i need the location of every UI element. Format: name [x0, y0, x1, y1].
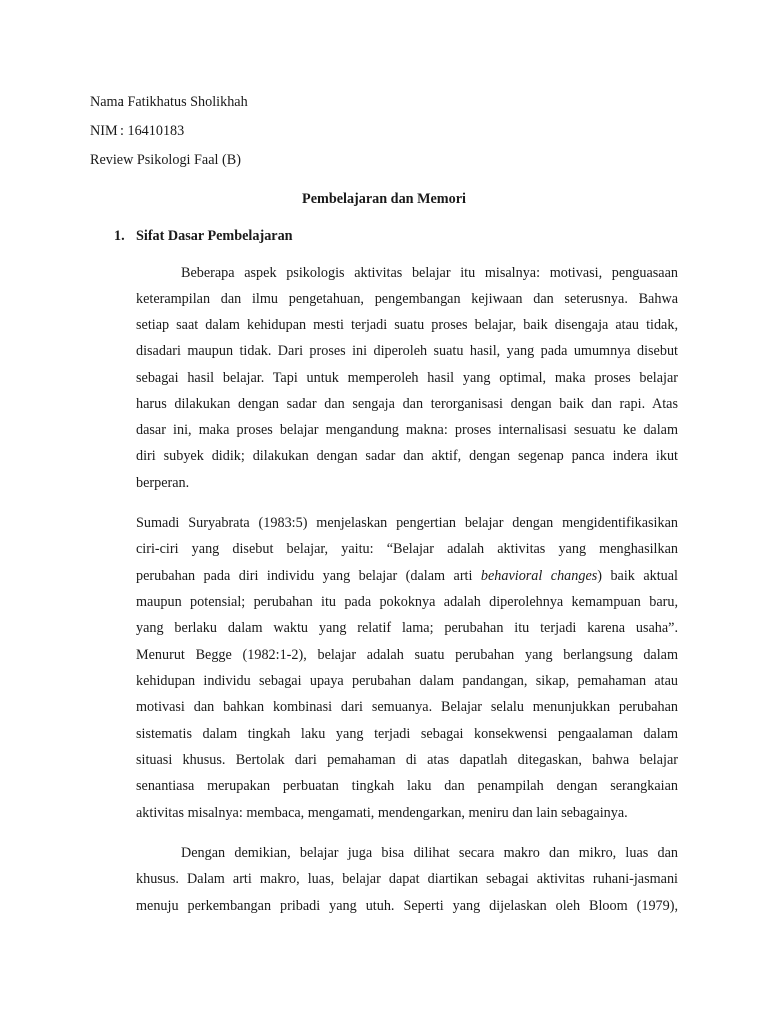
nim-row [90, 122, 118, 140]
paragraph-2-text: ) baik aktual [597, 568, 678, 584]
section-heading-text: Sifat Dasar Pembelajaran [136, 228, 293, 244]
paragraph-1-line: dasar ini, maka proses belajar mengandung makna: proses internalisasi sesuatu ke dalam [136, 422, 678, 438]
paragraph-2-line: kehidupan individu sebagai upaya perubahan dalam pandangan, sikap, pemahaman atau [136, 673, 678, 689]
paragraph-1-line: Beberapa aspek psikologis aktivitas belajar itu misalnya: motivasi, penguasaan [181, 265, 678, 281]
section-heading [114, 227, 293, 245]
paragraph-1-line: disadari maupun tidak. Dari proses ini diperoleh suatu hasil, yang pada umumnya disebut [136, 343, 678, 359]
paragraph-3-line: menuju perkembangan pribadi yang utuh. Seperti yang dijelaskan oleh Bloom (1979), [136, 898, 678, 914]
paragraph-3-line: khusus. Dalam arti makro, luas, belajar dapat diartikan sebagai aktivitas ruhani-jasmani [136, 871, 678, 887]
paragraph-1-line: harus dilakukan dengan sadar dan sengaja dan terorganisasi dengan baik dan rapi. Atas [136, 396, 678, 412]
course-title: Review Psikologi Faal (B) [90, 152, 241, 168]
paragraph-2-line: maupun potensial; perubahan itu pada pokoknya adalah diperolehnya kemampuan baru, [136, 594, 678, 610]
paragraph-1-line: diri subyek didik; dilakukan dengan sadar dan aktif, dengan segenap panca indera ikut [136, 448, 678, 464]
document-title: Pembelajaran dan Memori [302, 191, 466, 207]
nim-value: : 16410183 [120, 123, 185, 139]
paragraph-1-line: setiap saat dalam kehidupan mesti terjadi suatu proses belajar, baik disengaja atau tidak, [136, 317, 678, 333]
paragraph-1-line: berperan. [136, 475, 190, 491]
paragraph-2-line: Menurut Begge (1982:1-2), belajar adalah suatu perubahan yang berlangsung dalam [136, 647, 678, 663]
name-value-row [120, 93, 248, 111]
paragraph-2-line: sistematis dalam tingkah laku yang terjadi sebagai konsekwensi pengaalaman dalam [136, 726, 678, 742]
paragraph-2-line: motivasi dan bahkan kombinasi dari semuanya. Belajar selalu menunjukkan perubahan [136, 699, 678, 715]
nim-value-row [120, 122, 184, 140]
paragraph-3-line: Dengan demikian, belajar juga bisa dilihat secara makro dan mikro, luas dan [181, 845, 678, 861]
section-number: 1. [114, 228, 125, 244]
paragraph-2-line: yang berlaku dalam waktu yang relatif lama; perubahan itu terjadi karena usaha”. [136, 620, 678, 636]
paragraph-2-line: senantiasa merupakan perbuatan tingkah laku dan penampilah dengan serangkaian [136, 778, 678, 794]
paragraph-2-line [136, 567, 678, 585]
name-value: : Fatikhatus Sholikhah [120, 94, 248, 110]
name-row [90, 93, 124, 111]
nim-label: NIM [90, 123, 118, 139]
course-row [90, 151, 241, 169]
paragraph-2-text: perubahan pada diri individu yang belajar (dalam arti [136, 568, 481, 584]
paragraph-2-line: Sumadi Suryabrata (1983:5) menjelaskan pengertian belajar dengan mengidentifikasikan [136, 515, 678, 531]
paragraph-2-line: ciri-ciri yang disebut belajar, yaitu: “Belajar adalah aktivitas yang menghasilkan [136, 541, 678, 557]
name-label: Nama [90, 94, 124, 110]
paragraph-2-line: situasi khusus. Bertolak dari pemahaman di atas dapatlah ditegaskan, bahwa belajar [136, 752, 678, 768]
paragraph-2-emphasis: behavioral changes [480, 568, 598, 584]
paragraph-1-line: keterampilan dan ilmu pengetahuan, pengembangan kejiwaan dan seterusnya. Bahwa [136, 291, 678, 307]
paragraph-1-line: sebagai hasil belajar. Tapi untuk memperoleh hasil yang optimal, maka proses belajar [136, 370, 678, 386]
paragraph-2-line: aktivitas misalnya: membaca, mengamati, mendengarkan, meniru dan lain sebagainya. [136, 805, 628, 821]
